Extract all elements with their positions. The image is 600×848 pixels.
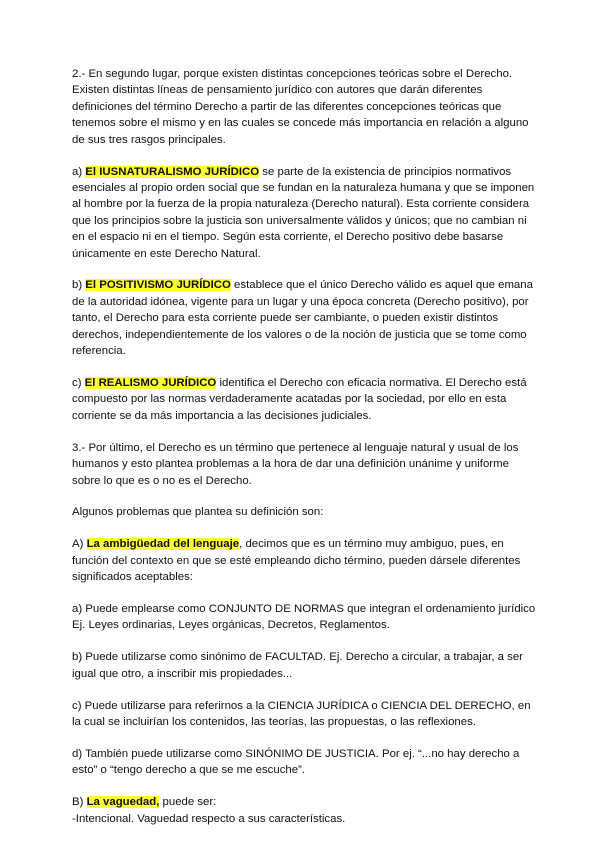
highlight-positivismo: El POSITIVISMO JURÍDICO [85,279,231,292]
paragraph-positivismo [72,277,540,359]
item-marker: b) [72,279,86,292]
paragraph-text: se parte de la existencia de principios normativos esenciales al propio orden social que se fundan en la naturaleza humana y que se imponen al hombre por la fuerza de la propia naturaleza (Derecho natural). Esta corriente considera que los principios sobre la justicia son universalmente válidos y únicos; que no cambian ni en el espacio ni en el tiempo. Según esta corriente, el Derecho positivo debe basarse únicamente en este Derecho Natural. [72,165,535,260]
highlight-vaguedad: La vaguedad, [86,796,160,809]
paragraph-text: , decimos que es un término muy ambiguo, pues, en función del contexto en que se esté empleando dicho término, pueden dársele diferentes significados aceptables: [72,538,521,584]
paragraph-ambiguedad [72,536,540,585]
list-item-justicia: d) También puede utilizarse como SINÓNIMO DE JUSTICIA. Por ej. “...no hay derecho a esto” o “tengo derecho a que se me escuche”. [72,748,520,777]
paragraph-text: establece que el único Derecho válido es aquel que emana de la autoridad idónea, vigente para un lugar y una época concreta (Derecho positivo), por tanto, el Derecho para esta corriente puede ser cambiante, o pueden existir distintos derechos, independientemente de los valores o de la noción de justicia que se tome como referencia. [72,279,533,358]
paragraph-iusnaturalismo [72,164,540,262]
item-marker: A) [72,538,87,551]
list-item-facultad: b) Puede utilizarse como sinónimo de FACULTAD. Ej. Derecho a circular, a trabajar, a ser igual que otro, a inscribir mis propiedades... [72,651,523,680]
paragraph-second-reason: 2.- En segundo lugar, porque existen distintas concepciones teóricas sobre el Derecho. Existen distintas líneas de pensamiento jurídico con autores que darán diferentes definiciones del término Derecho a partir de las diferentes concepciones teóricas que tenemos sobre el mismo y en las cuales se concede más importancia en relación a alguno de sus tres rasgos principales. [72,68,529,146]
highlight-iusnaturalismo: El IUSNATURALISMO JURÍDICO [85,165,260,178]
list-item-conjunto-normas: a) Puede emplearse como CONJUNTO DE NORMAS que integran el ordenamiento jurídico Ej. Leyes ordinarias, Leyes orgánicas, Decretos, Reglamentos. [72,603,536,632]
item-marker: B) [72,796,87,809]
paragraph-text: puede ser: [159,796,217,809]
paragraph-realismo [72,375,540,424]
paragraph-third-reason: 3.- Por último, el Derecho es un término que pertenece al lenguaje natural y usual de los humanos y esto plantea problemas a la hora de dar una definición unánime y uniforme sobre lo que es o no es el Derecho. [72,441,519,487]
paragraph-vaguedad [72,794,540,810]
highlight-realismo: El REALISMO JURÍDICO [84,377,217,389]
paragraph-text: identifica el Derecho con eficacia normativa. El Derecho está compuesto por las normas verdaderamente acatadas por la sociedad, por ello en esta corriente se da más importancia a las decisiones judiciales. [72,377,527,422]
paragraph-problems-intro: Algunos problemas que plantea su definición son: [72,506,324,519]
list-item-ciencia-juridica: c) Puede utilizarse para referirnos a la CIENCIA JURÍDICA o CIENCIA DEL DERECHO, en la cual se incluirían los contenidos, las teorías, las propuestas, o las reflexiones. [72,699,531,729]
paragraph-vaguedad-intencional: -Intencional. Vaguedad respecto a sus características. [72,812,346,825]
item-marker: a) [72,165,86,178]
item-marker: c) [72,377,85,389]
highlight-ambiguedad: La ambigüedad del lenguaje [86,538,240,551]
